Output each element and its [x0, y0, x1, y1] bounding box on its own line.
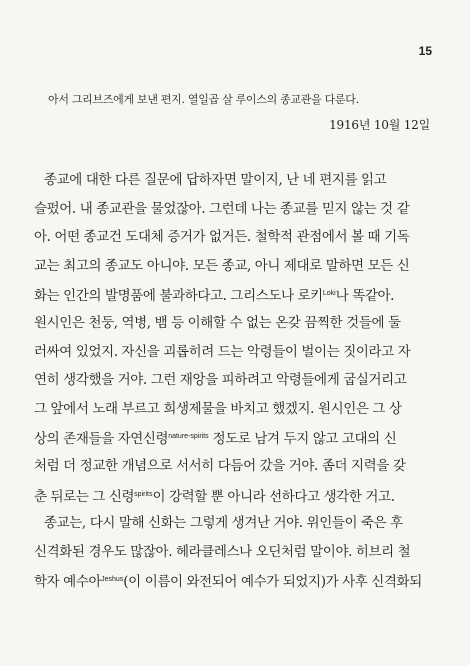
body-text: 그 앞에서 노래 부르고 희생제물을 바치고 했겠지. 원시인은 그 상 [34, 400, 402, 417]
body-text: 러싸여 있었지. 자신을 괴롭히려 드는 악령들이 벌이는 짓이라고 자 [34, 343, 411, 360]
superscript-gloss: Jeshus [101, 576, 124, 584]
superscript-gloss: Loki [322, 290, 336, 298]
body-text: 이 강력할 뿐 아니라 선하다고 생각한 거고. [152, 488, 395, 505]
body-line [34, 509, 448, 538]
body-text: 연히 생각했을 거야. 그런 재앙을 피하려고 악령들에게 굽실거리고 [34, 372, 407, 389]
body-text: 처럼 더 정교한 개념으로 서서히 다듬어 갔을 거야. 좀더 지력을 갖 [34, 457, 406, 474]
body-text: 상의 존재들을 자연신령 [34, 431, 169, 448]
body-text: 나 똑같아. [335, 288, 395, 305]
letter-dateline: 1916년 10월 12일 [329, 118, 430, 132]
body-text: (이 이름이 와전되어 예수가 되었지)가 사후 신격화되 [123, 574, 422, 591]
body-line [34, 166, 448, 195]
body-line [34, 395, 448, 424]
body-line [34, 195, 448, 224]
body-line [34, 366, 448, 395]
body-line [34, 481, 448, 510]
body-line [34, 452, 448, 481]
body-line [34, 252, 448, 281]
body-line [34, 309, 448, 338]
letter-body [34, 166, 448, 595]
body-line [34, 338, 448, 367]
body-text: 교는 최고의 종교도 아니야. 모든 종교, 아니 제대로 말하면 모든 신 [34, 257, 410, 274]
body-text: 종교에 대한 다른 질문에 답하자면 말이지, 난 네 편지를 읽고 [44, 172, 387, 188]
body-text: 학자 예수아 [34, 574, 102, 591]
page-number: 15 [418, 44, 432, 58]
body-text: 종교는, 다시 말해 신화는 그렇게 생겨난 거야. 위인들이 죽은 후 [44, 515, 403, 532]
superscript-gloss: nature-spirits [168, 433, 209, 441]
body-line [34, 223, 448, 252]
body-line [34, 280, 448, 309]
body-text: 원시인은 천둥, 역병, 뱀 등 이해할 수 없는 온갖 끔찍한 것들에 둘 [34, 314, 401, 331]
superscript-gloss: spirits [134, 490, 153, 498]
body-text: 화는 인간의 발명품에 불과하다고. 그리스도나 로키 [34, 288, 323, 305]
body-text: 신격화된 경우도 많잖아. 헤라클레스나 오딘처럼 말이야. 히브리 철 [34, 543, 411, 560]
body-line [34, 538, 448, 567]
body-text: 정도로 남겨 두지 않고 고대의 신 [208, 431, 397, 448]
letter-intro: 아서 그리브즈에게 보낸 편지. 열일곱 살 루이스의 종교관을 다룬다. [48, 93, 359, 106]
body-line [34, 423, 448, 452]
body-text: 아. 어떤 종교건 도대체 증거가 없거든. 철학적 관점에서 볼 때 기독 [34, 229, 410, 246]
body-line [34, 566, 448, 595]
body-text: 슬펐어. 내 종교관을 물었잖아. 그런데 나는 종교를 믿지 않는 것 같 [34, 200, 410, 217]
body-text: 춘 뒤로는 그 신령 [34, 488, 135, 505]
